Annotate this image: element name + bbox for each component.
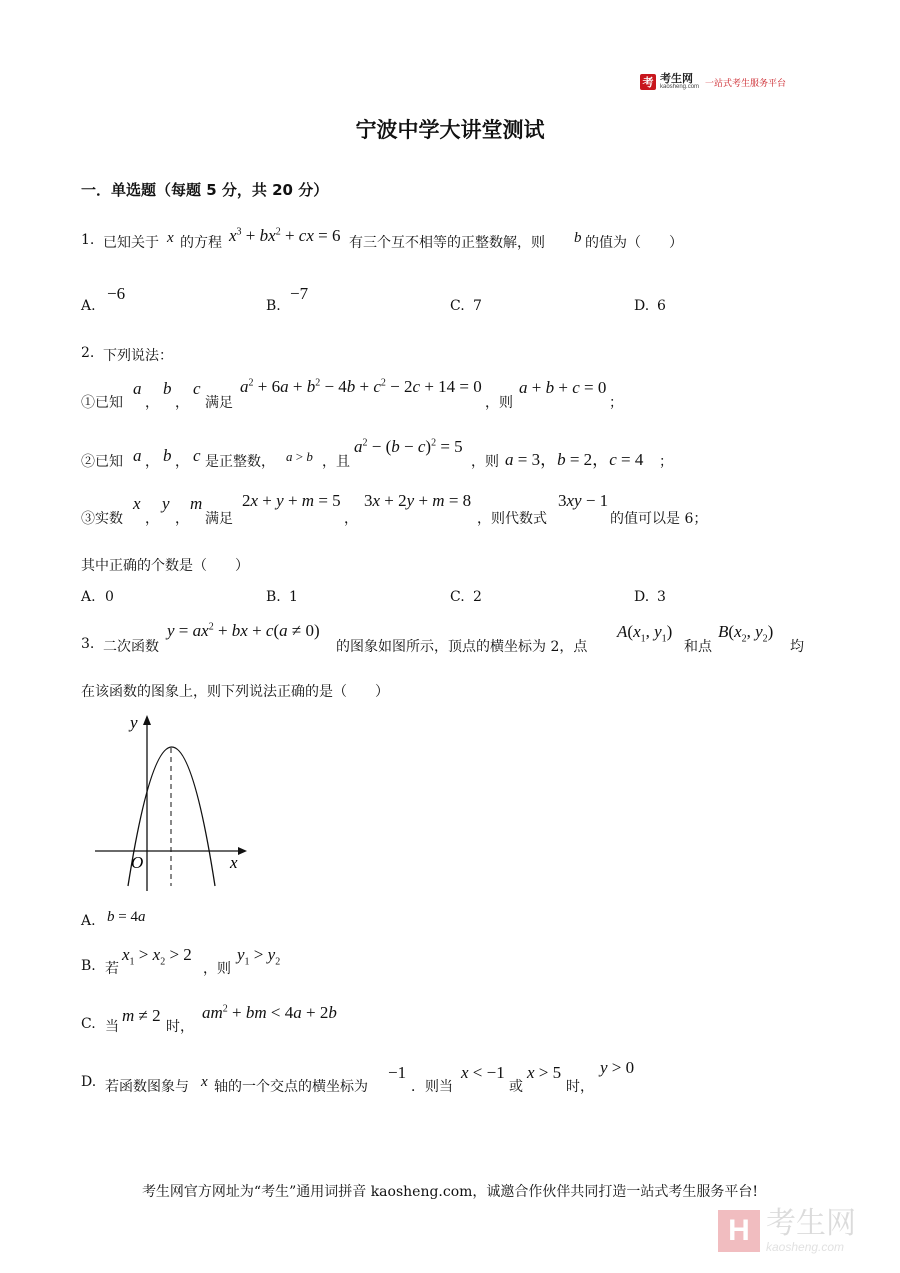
q3-option-d-then: ．则当 — [411, 1079, 453, 1095]
q2-s2-b: b — [163, 446, 172, 465]
q2-s1-equation: $a^2 + 6a + b^2 - 4b + c^2 - 2c + 14 = 0$ — [240, 377, 482, 396]
q3-option-b-result: $y_1 > y_2$ — [237, 945, 281, 968]
q3-parabola-graph — [90, 708, 260, 898]
q2-s1-c: c — [193, 379, 201, 398]
q2-option-b-label: B. — [266, 589, 281, 605]
q1-option-b-value: −7 — [290, 284, 309, 303]
q1-number: 1. — [81, 232, 95, 248]
q1-option-a-label: A. — [81, 298, 96, 314]
q2-s3-comma2: ， — [175, 511, 189, 527]
q3-option-a-label: A. — [81, 913, 96, 929]
watermark-logo — [718, 1208, 856, 1254]
q2-s3-y: y — [162, 494, 170, 513]
q2-s1-comma1: ， — [145, 395, 159, 411]
q1-text-end: 的值为（ ） — [585, 235, 683, 251]
q2-s2-equation: $a^2 - (b - c)^2 = 5$ — [354, 437, 463, 456]
q3-option-b-if: 若 — [105, 961, 119, 977]
page-title: 宁波中学大讲堂测试 — [355, 118, 545, 142]
logo-slogan: 一站式考生服务平台 — [705, 78, 787, 89]
y-axis-arrow-icon — [143, 715, 151, 725]
q2-s2-then: ，则 — [471, 454, 499, 470]
q2-s3-comma1: ， — [145, 511, 159, 527]
q1-option-c-label: C. — [450, 298, 465, 314]
q2-s3-then: ，则代数式 — [477, 511, 547, 527]
q3-text-jun: 均 — [790, 639, 804, 655]
q3-option-b-then: ，则 — [203, 961, 231, 977]
q2-option-b-value: 1 — [289, 589, 298, 605]
q2-option-d-value: 3 — [657, 589, 666, 605]
q1-equation: $x^3 + bx^2$ + cx = 6 — [229, 226, 341, 245]
page-footer: 考生网官方网址为“考生”通用词拼音 kaosheng.com，诚邀合作伙伴共同打造一站式考生服务平台! — [141, 1184, 759, 1200]
q3-option-b-label: B. — [81, 958, 96, 974]
q3-option-d-cond1: x < −1 — [461, 1063, 505, 1082]
q3-number: 3. — [81, 636, 95, 652]
q1-var-x: x — [167, 230, 174, 246]
q2-option-c-label: C. — [450, 589, 465, 605]
q2-s3-end: 的值可以是 6； — [610, 511, 708, 527]
q2-option-c-value: 2 — [473, 589, 482, 605]
q2-s1-comma2: ， — [175, 395, 189, 411]
q3-option-d-mid: 轴的一个交点的横坐标为 — [214, 1079, 368, 1095]
q3-option-d-result: y > 0 — [600, 1058, 635, 1077]
q2-s2-semi: ； — [659, 454, 673, 470]
q2-s1-pre: ①已知 — [81, 395, 123, 411]
q2-s2-mid: 是正整数， — [205, 454, 275, 470]
q2-s2-c: c — [193, 446, 201, 465]
q2-option-d-label: D. — [634, 589, 650, 605]
q3-option-a-expr: b = 4a — [107, 909, 146, 925]
q3-option-d-pre: 若函数图象与 — [105, 1079, 189, 1095]
q2-s2-pre: ②已知 — [81, 454, 123, 470]
header-logo — [640, 72, 786, 92]
y-axis-label: y — [130, 713, 138, 732]
q2-question: 其中正确的个数是（ ） — [81, 558, 249, 574]
q3-option-c-when: 当 — [105, 1019, 119, 1035]
q2-s1-result: a + b + c = 0 — [519, 378, 607, 397]
q1-text-mid: 的方程 — [180, 235, 222, 251]
q3-text-line2: 在该函数的图象上，则下列说法正确的是（ ） — [81, 684, 389, 700]
q2-s1-then: ，则 — [485, 395, 513, 411]
q2-s1-semi: ； — [609, 395, 623, 411]
q2-s3-eq2: 3x + 2y + m = 8 — [364, 491, 472, 510]
q3-point-b: $B(x_2$, $y_2$) — [718, 622, 774, 645]
q1-option-d-label: D. — [634, 298, 650, 314]
logo-name: 考生网 — [660, 71, 693, 85]
q3-option-c-shi: 时， — [166, 1019, 194, 1035]
q2-s2-condition: a > b — [286, 449, 313, 464]
watermark-url: kaosheng.com — [766, 1240, 845, 1254]
q3-option-d-or: 或 — [509, 1079, 523, 1095]
q1-option-b-label: B. — [266, 298, 281, 314]
q3-option-d-shi: 时， — [566, 1079, 594, 1095]
q2-option-a-value: 0 — [105, 589, 114, 605]
q3-option-c-cond: m ≠ 2 — [122, 1006, 161, 1025]
q2-s2-result: a = 3，b = 2，c = 4 — [505, 450, 644, 469]
q2-intro: 下列说法： — [103, 348, 173, 364]
q3-option-d-cond2: x > 5 — [527, 1063, 562, 1082]
q2-number: 2. — [81, 345, 95, 361]
q3-function: $y = ax^2$ + bx + c(a ≠ 0) — [167, 621, 320, 640]
q2-s2-and: ，且 — [322, 454, 350, 470]
q2-s1-b: b — [163, 379, 172, 398]
origin-label: O — [131, 853, 144, 872]
watermark-mark-icon: H — [718, 1210, 760, 1252]
q3-option-c-label: C. — [81, 1016, 96, 1032]
q3-text-pre: 二次函数 — [103, 639, 159, 655]
q2-s1-sat: 满足 — [205, 395, 233, 411]
q2-s1-a: a — [133, 379, 142, 398]
q2-option-a-label: A. — [81, 589, 96, 605]
q2-s3-pre: ③实数 — [81, 511, 123, 527]
x-axis-arrow-icon — [238, 847, 247, 855]
q1-option-a-value: −6 — [107, 284, 126, 303]
q3-text-mid: 的图象如图所示，顶点的横坐标为 2，点 — [336, 639, 588, 655]
q2-s2-comma2: ， — [175, 454, 189, 470]
q1-var-b: b — [574, 230, 582, 246]
watermark-name: 考生网 — [766, 1206, 856, 1241]
section-heading: 一．单选题（每题 5 分，共 20 分） — [81, 181, 329, 199]
x-axis-label: x — [230, 853, 238, 872]
q3-option-b-cond: $x_1 > x_2 > 2$ — [122, 945, 192, 968]
q2-s3-expr: 3xy − 1 — [558, 491, 609, 510]
q2-s3-eq1: 2x + y + m = 5 — [242, 491, 341, 510]
q1-text-rest: 有三个互不相等的正整数解，则 — [349, 235, 545, 251]
q2-s2-a: a — [133, 446, 142, 465]
q3-point-a: $A(x_1$, $y_1$) — [617, 622, 673, 645]
q2-s3-comma3: ， — [344, 511, 358, 527]
q3-option-c-expr: $am^2$ + bm < 4a + 2b — [202, 1003, 337, 1022]
q1-text-pre: 已知关于 — [103, 235, 159, 251]
logo-url: kaosheng.com — [660, 83, 700, 90]
q2-s3-m: m — [190, 494, 203, 513]
q2-s3-sat: 满足 — [205, 511, 233, 527]
q3-option-d-label: D. — [81, 1074, 97, 1090]
q2-s2-comma1: ， — [145, 454, 159, 470]
q3-text-and: 和点 — [684, 639, 712, 655]
logo-mark-icon: 考 — [640, 74, 656, 90]
q3-option-d-val: −1 — [388, 1063, 407, 1082]
q2-s3-x: x — [133, 494, 141, 513]
q3-option-d-x: x — [201, 1074, 208, 1090]
q1-option-c-value: 7 — [473, 298, 482, 314]
q1-option-d-value: 6 — [657, 298, 666, 314]
